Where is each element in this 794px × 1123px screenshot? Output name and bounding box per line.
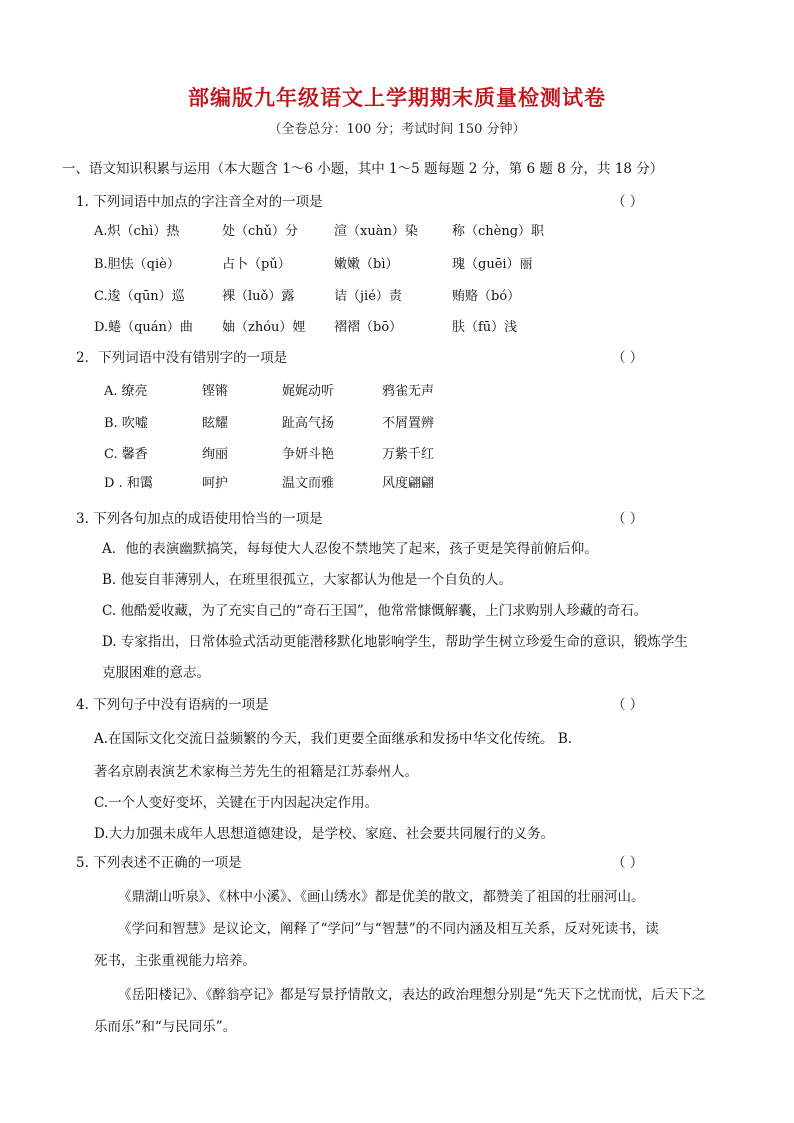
question-3-option-b: B. 他妄自菲薄别人，在班里很孤立，大家都认为他是一个自负的人。 — [102, 572, 513, 588]
option-cell: 争妍斗艳 — [282, 447, 335, 462]
option-cell: 妯（zhóu）娌 — [222, 320, 306, 335]
question-5-item-2-cont: 死书，主张重视能力培养。 — [94, 953, 256, 969]
option-cell: C. 馨香 — [104, 447, 148, 462]
option-cell: D.蜷（quán）曲 — [94, 320, 193, 335]
option-cell: 裸（luǒ）露 — [222, 289, 295, 304]
question-3-option-d-cont: 克服困难的意志。 — [102, 665, 210, 681]
question-3-option-d: D. 专家指出，日常体验式活动更能潜移默化地影响学生，帮助学生树立珍爱生命的意识，锻炼学生 — [102, 634, 688, 650]
question-4-option-d: D.大力加强未成年人思想道德建设，是学校、家庭、社会要共同履行的义务。 — [94, 826, 555, 842]
section-heading: 一、语文知识积累与运用（本大题含 1～6 小题，其中 1～5 题每题 2 分，第 6 题 8 分，共 18 分） — [62, 161, 664, 177]
answer-blank: （ ） — [612, 350, 644, 366]
option-cell: 风度翩翩 — [382, 476, 435, 491]
option-cell: 眩耀 — [202, 416, 229, 431]
question-5-item-3-cont: 乐而乐”和“与民同乐”。 — [94, 1019, 237, 1035]
option-cell: B.胆怯（qiè） — [94, 257, 180, 272]
option-cell: 鸦雀无声 — [382, 384, 435, 399]
option-cell: 娓娓动听 — [282, 384, 335, 399]
option-cell: 温文而雅 — [282, 476, 335, 491]
option-cell: 瑰（guēi）丽 — [452, 257, 533, 272]
option-cell: 万紫千红 — [382, 447, 435, 462]
page-title: 部编版九年级语文上学期期末质量检测试卷 — [188, 86, 606, 110]
option-cell: D . 和霭 — [104, 476, 153, 491]
option-cell: 呵护 — [202, 476, 229, 491]
question-3-option-a: A．他的表演幽默搞笑，每每使大人忍俊不禁地笑了起来，孩子更是笑得前俯后仰。 — [102, 541, 598, 557]
question-5-item-1: 《鼎湖山听泉》、《林中小溪》、《画山绣水》都是优美的散文，都赞美了祖国的壮丽河山。 — [118, 889, 645, 905]
question-4-option-a: A.在国际文化交流日益频繁的今天，我们更要全面继承和发扬中华文化传统。 B. — [94, 731, 573, 747]
question-5-item-3: 《岳阳楼记》、《醉翁亭记》都是写景抒情散文，表达的政治理想分别是“先天下之忧而忧，后天下之 — [118, 987, 706, 1003]
option-cell: 不屑置辨 — [382, 416, 435, 431]
option-cell: 占卜（pǔ） — [222, 257, 291, 272]
question-4-option-c: C.一个人变好变坏，关键在于内因起决定作用。 — [94, 795, 379, 811]
question-1-stem: 1. 下列词语中加点的字注音全对的一项是 — [76, 194, 323, 210]
answer-blank: （ ） — [612, 697, 644, 713]
answer-blank: （ ） — [612, 511, 644, 527]
option-cell: A.炽（chì）热 — [94, 224, 180, 239]
question-4-stem: 4. 下列句子中没有语病的一项是 — [76, 697, 269, 713]
exam-info: （全卷总分：100 分；考试时间 150 分钟） — [268, 122, 526, 137]
option-cell: 称（chèng）职 — [452, 224, 545, 239]
option-cell: 贿赂（bó） — [452, 289, 521, 304]
option-cell: C.逡（qūn）巡 — [94, 289, 185, 304]
option-cell: A. 缭亮 — [104, 384, 148, 399]
option-cell: 绚丽 — [202, 447, 229, 462]
question-5-item-2: 《学问和智慧》是议论文，阐释了“学问”与“智慧”的不同内涵及相互关系，反对死读书，读 — [118, 921, 659, 937]
question-3-stem: 3. 下列各句加点的成语使用恰当的一项是 — [76, 511, 323, 527]
option-cell: 肤（fū）浅 — [452, 320, 518, 335]
option-cell: 诘（jié）责 — [334, 289, 402, 304]
question-4-option-b: 著名京剧表演艺术家梅兰芳先生的祖籍是江苏泰州人。 — [94, 764, 418, 780]
option-cell: 趾高气扬 — [282, 416, 335, 431]
option-cell: 处（chǔ）分 — [222, 224, 299, 239]
answer-blank: （ ） — [612, 194, 644, 210]
question-2-stem: 2．下列词语中没有错别字的一项是 — [76, 350, 288, 366]
question-5-stem: 5. 下列表述不正确的一项是 — [76, 855, 242, 871]
answer-blank: （ ） — [612, 855, 644, 871]
option-cell: B. 吹嘘 — [104, 416, 148, 431]
question-3-option-c: C. 他酷爱收藏，为了充实自己的“奇石王国”，他常常慷慨解囊，上门求购别人珍藏的奇石。 — [102, 603, 648, 619]
option-cell: 嫩嫩（bì） — [334, 257, 399, 272]
option-cell: 渲（xuàn）染 — [334, 224, 418, 239]
option-cell: 铿锵 — [202, 384, 229, 399]
option-cell: 褶褶（bō） — [334, 320, 403, 335]
